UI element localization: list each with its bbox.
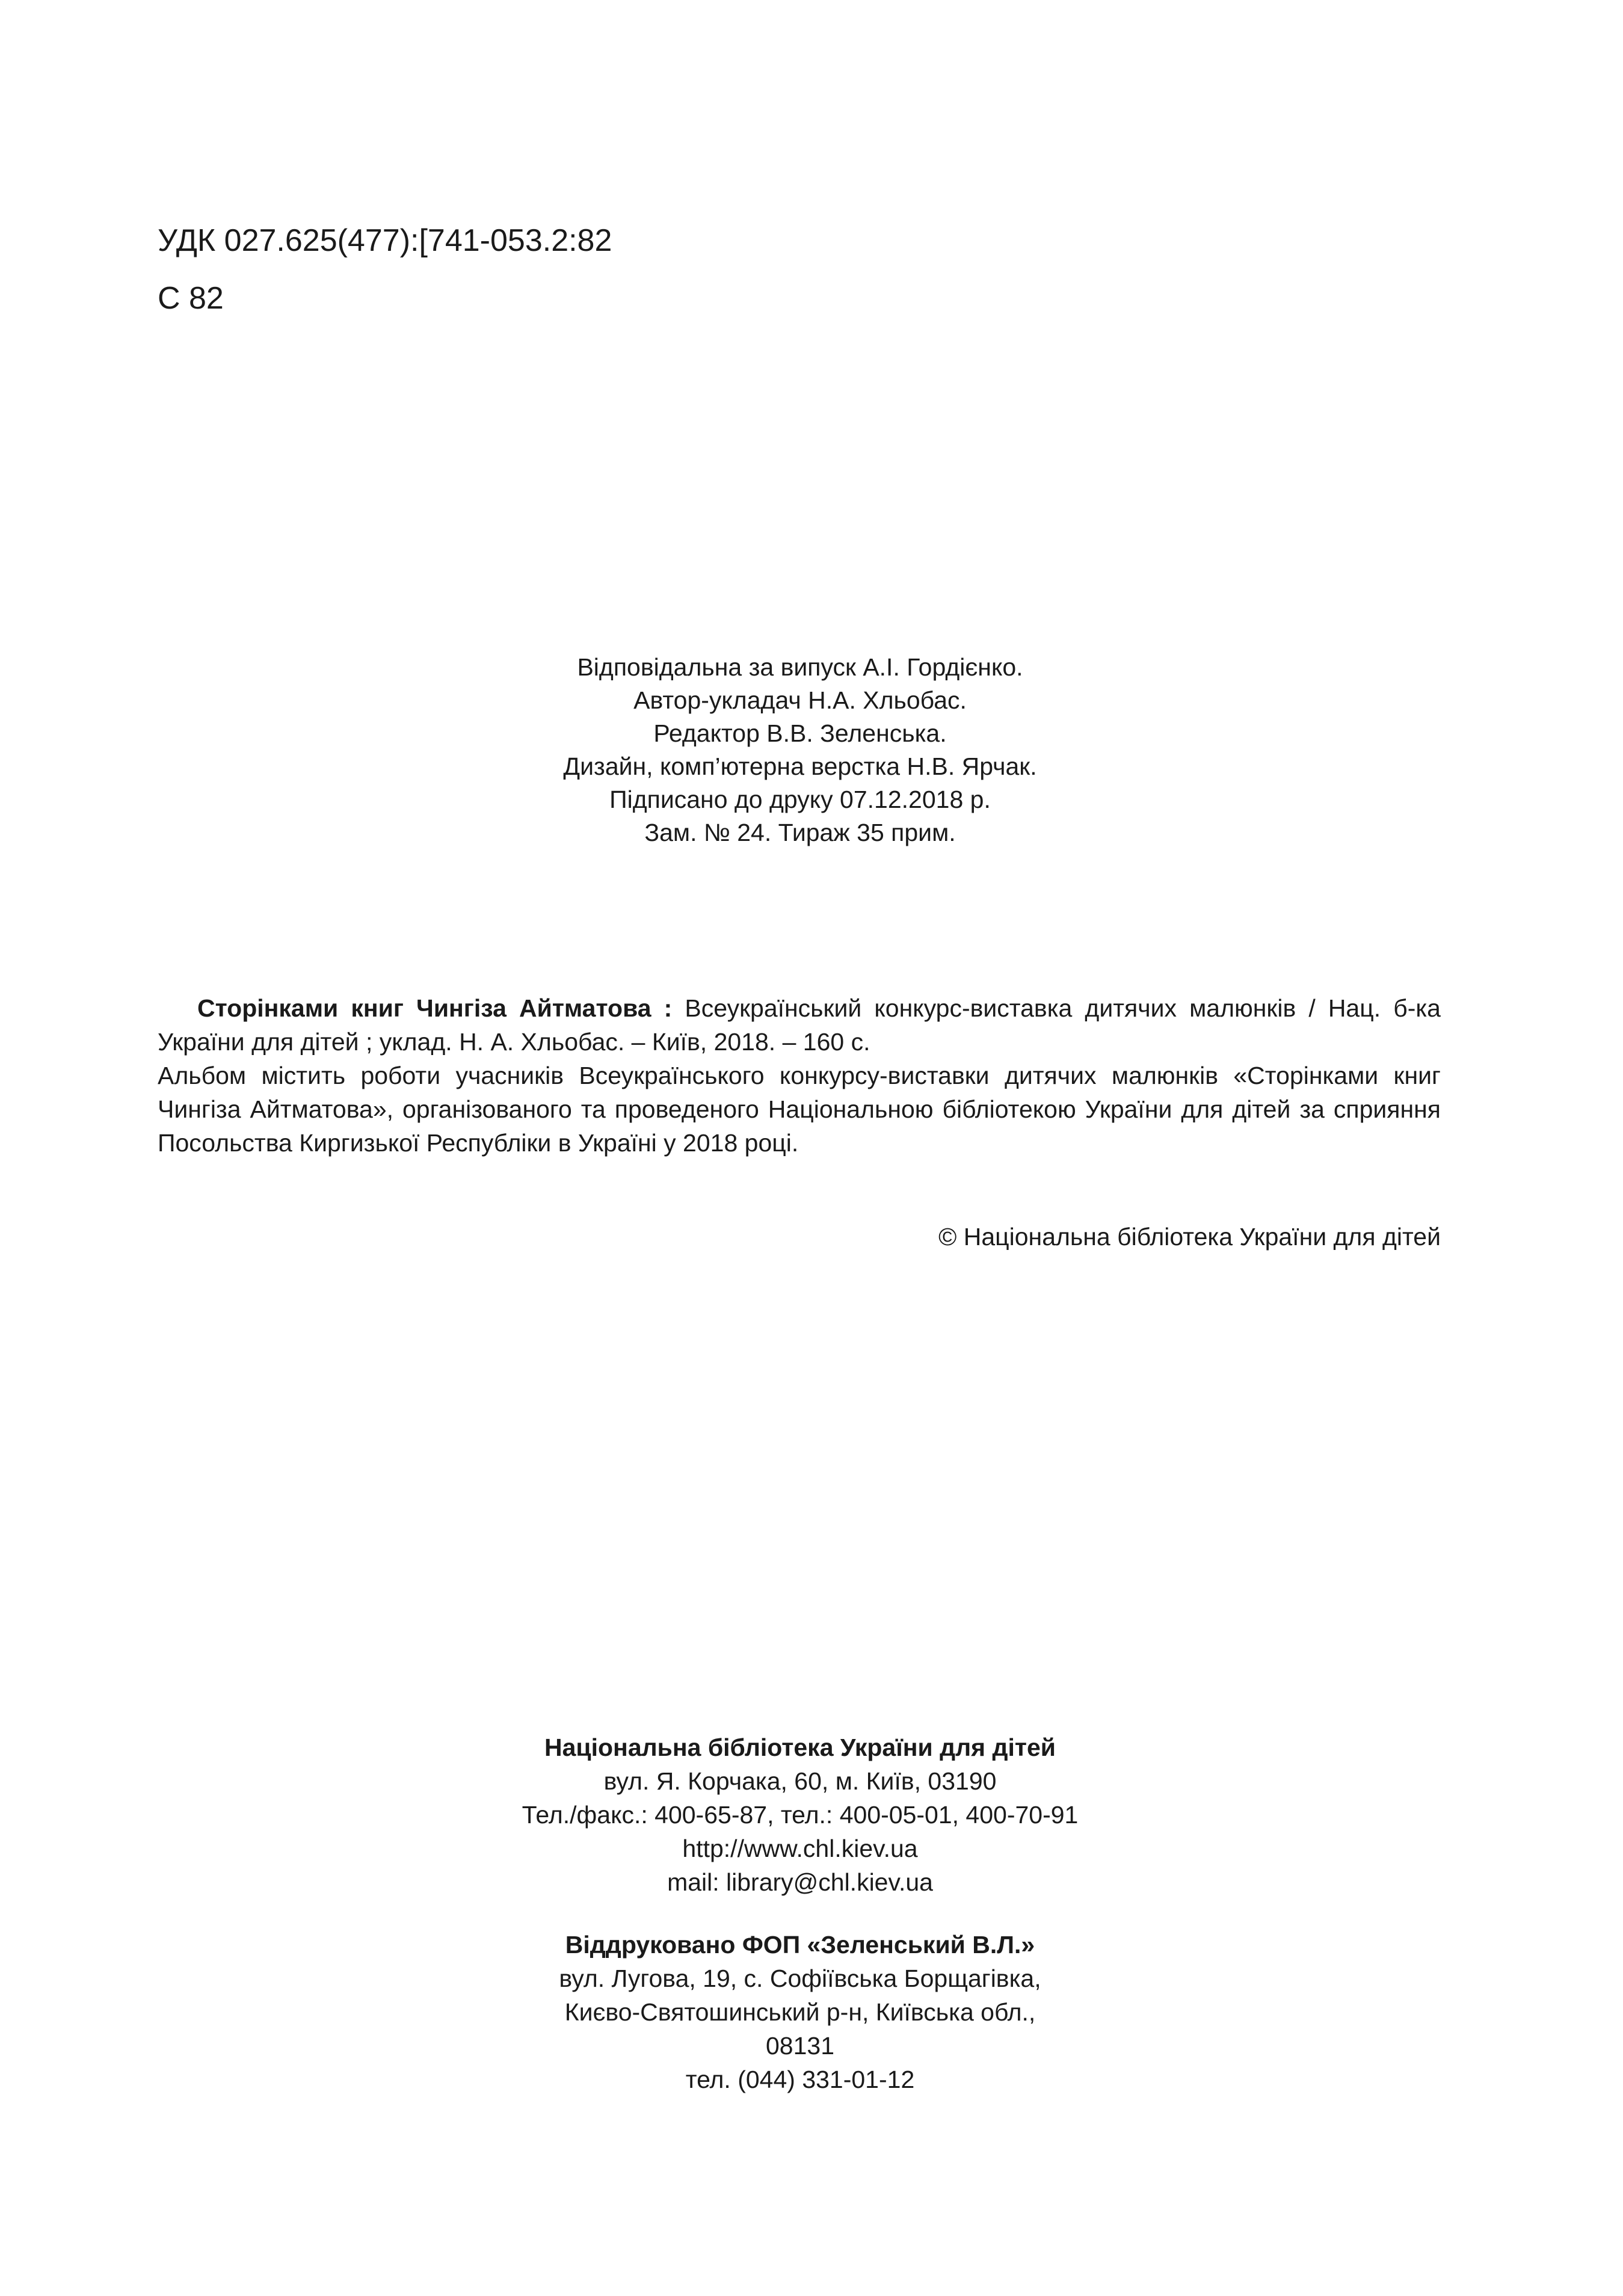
classification-block — [158, 212, 612, 327]
printer-address-line2: Києво-Святошинський р-н, Київська обл., — [564, 1998, 1036, 2026]
printer-block — [0, 1928, 1600, 2096]
publisher-phones: Тел./факс.: 400-65-87, тел.: 400-05-01, 400-70-91 — [522, 1801, 1079, 1829]
publisher-name: Національна бібліотека України для дітей — [544, 1734, 1056, 1761]
credit-responsible: Відповідальна за випуск А.І. Гордієнко. — [577, 653, 1023, 681]
bibliographic-record — [158, 991, 1441, 1160]
printer-name: Віддруковано ФОП «Зеленський В.Л.» — [565, 1931, 1035, 1959]
credits-block — [0, 651, 1600, 849]
credit-signed-date: Підписано до друку 07.12.2018 р. — [609, 786, 991, 813]
bibliographic-description — [158, 991, 1441, 1059]
credit-order-run: Зам. № 24. Тираж 35 прим. — [644, 819, 956, 846]
book-description: Всеукраїнський конкурс-виставка дитячих малюнків / Нац. б-ка України для дітей ; уклад. Н. А. Хльобас. – Київ, 2018. – 160 с. — [158, 994, 1441, 1056]
author-mark: С 82 — [158, 281, 224, 316]
publisher-email: mail: library@chl.kiev.ua — [667, 1868, 933, 1896]
udk-code: УДК 027.625(477):[741-053.2:82 — [158, 223, 612, 258]
publisher-website: http://www.chl.kiev.ua — [682, 1835, 918, 1862]
credit-design: Дизайн, комп’ютерна верстка Н.В. Ярчак. — [563, 753, 1037, 780]
publisher-block — [0, 1731, 1600, 1899]
book-title: Сторінками книг Чингіза Айтматова : — [197, 994, 673, 1022]
printer-address-line1: вул. Лугова, 19, с. Софіївська Борщагівка, — [559, 1965, 1041, 1992]
copyright-notice: © Національна бібліотека України для дітей — [938, 1223, 1441, 1251]
publisher-address: вул. Я. Корчака, 60, м. Київ, 03190 — [603, 1767, 997, 1795]
credit-editor: Редактор В.В. Зеленська. — [653, 719, 947, 747]
credit-compiler: Автор-укладач Н.А. Хльобас. — [633, 686, 967, 714]
printer-postcode: 08131 — [765, 2032, 834, 2060]
printer-phone: тел. (044) 331-01-12 — [685, 2066, 915, 2093]
abstract: Альбом містить роботи учасників Всеукраїнського конкурсу-виставки дитячих малюнків «Сторінками книг Чингіза Айтматова», організованого та проведеного Національною бібліотекою України для дітей за сприяння Посольства Киргизької Республіки в Україні у 2018 році. — [158, 1062, 1441, 1157]
